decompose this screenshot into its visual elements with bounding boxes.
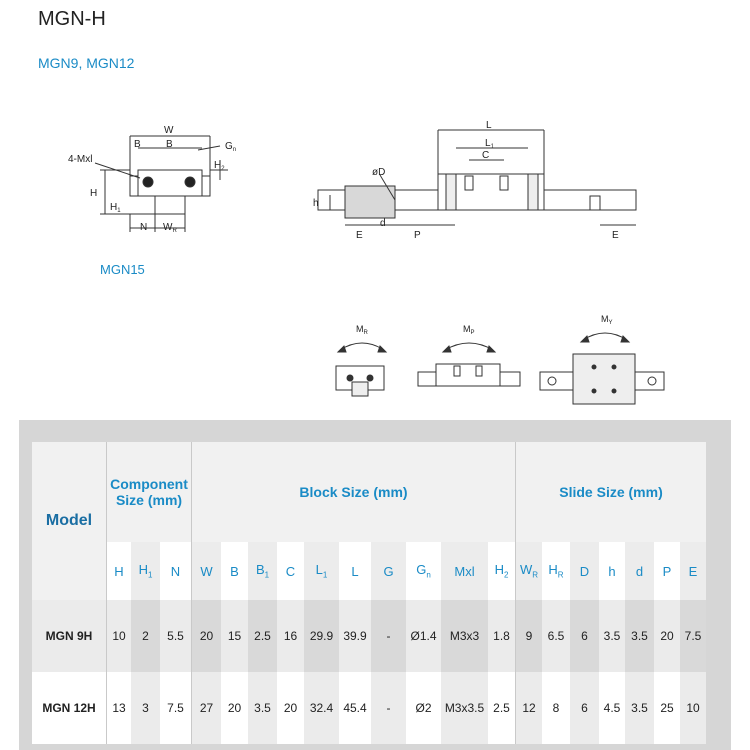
table-cell: M3x3.5 [441, 672, 488, 744]
column-header [625, 542, 654, 600]
model-name: MGN 12H [32, 672, 106, 744]
table-cell: 13 [106, 672, 131, 744]
svg-text:H1: $H_1$ [110, 202, 121, 214]
svg-text:Gn: $G_n$ [225, 141, 237, 153]
column-header-label: P [662, 563, 672, 579]
column-header-label: L [315, 562, 323, 578]
table-cell: 6 [570, 672, 599, 744]
column-header [488, 542, 515, 600]
table-cell: 16 [277, 600, 304, 672]
table-cell: Ø1.4 [406, 600, 441, 672]
table-row [32, 600, 706, 672]
variant-label: MGN15 [100, 262, 145, 277]
column-header-subscript: 1 [264, 570, 270, 580]
spec-table [32, 442, 706, 744]
svg-text:d: d [380, 218, 386, 229]
column-header-label: H [114, 563, 124, 579]
table-cell: 8 [542, 672, 570, 744]
series-subtitle: MGN9, MGN12 [38, 55, 135, 71]
table-cell: 20 [221, 672, 248, 744]
table-cell: 6.5 [542, 600, 570, 672]
table-cell: 6 [570, 600, 599, 672]
column-header-label: Mxl [454, 563, 475, 579]
column-header-label: E [688, 563, 698, 579]
column-header-label: L [351, 563, 359, 579]
column-header-label: h [608, 563, 616, 579]
svg-text:H: H [90, 188, 98, 199]
table-cell: 20 [654, 600, 680, 672]
column-header [599, 542, 625, 600]
svg-text:W: W [164, 125, 174, 136]
svg-text:h: h [313, 198, 319, 209]
column-header [304, 542, 339, 600]
table-cell: Ø2 [406, 672, 441, 744]
column-header-label: G [416, 562, 427, 578]
block-size-header: Block Size (mm) [191, 442, 515, 542]
svg-text:4-Mxl: 4-Mxl [68, 154, 93, 165]
svg-text:H2: $H_2$ [214, 160, 225, 172]
table-cell: 7.5 [160, 672, 191, 744]
column-header-subscript: 2 [503, 570, 509, 580]
column-header-label: B [255, 562, 265, 578]
svg-text:P: P [414, 230, 421, 241]
column-header-label: H [138, 562, 148, 578]
table-cell: 5.5 [160, 600, 191, 672]
subheader-row [32, 542, 706, 600]
column-header [221, 542, 248, 600]
column-header-label: H [494, 562, 504, 578]
column-header [248, 542, 277, 600]
table-cell: 15 [221, 600, 248, 672]
svg-text:B: B [134, 139, 141, 150]
column-header [406, 542, 441, 600]
column-header [654, 542, 680, 600]
model-name: MGN 9H [32, 600, 106, 672]
column-header-subscript: 1 [322, 570, 328, 580]
table-cell: 3.5 [625, 672, 654, 744]
column-header [441, 542, 488, 600]
table-cell: M3x3 [441, 600, 488, 672]
table-cell: 10 [680, 672, 706, 744]
svg-text:B: B [166, 139, 173, 150]
table-cell: 3.5 [248, 672, 277, 744]
table-cell: 2 [131, 600, 160, 672]
page-title: MGN-H [38, 8, 106, 30]
front-view-drawing [95, 136, 228, 232]
column-header-label: N [170, 563, 181, 579]
component-size-header: Component Size (mm) [106, 442, 191, 542]
column-header [680, 542, 706, 600]
table-cell: 20 [277, 672, 304, 744]
table-cell: 2.5 [488, 672, 515, 744]
moment-my-drawing [540, 333, 664, 404]
svg-text:øD: øD [372, 167, 386, 178]
column-header-subscript: R [532, 570, 539, 580]
table-cell: 4.5 [599, 672, 625, 744]
column-header [515, 542, 542, 600]
side-view-drawing [318, 130, 636, 225]
svg-text:E: E [612, 230, 619, 241]
column-header-label: C [285, 563, 296, 579]
column-header [570, 542, 599, 600]
column-header-subscript: 1 [147, 570, 153, 580]
table-cell: 2.5 [248, 600, 277, 672]
table-cell: - [371, 672, 406, 744]
svg-text:C: C [482, 150, 490, 161]
column-header-label: B [230, 563, 239, 579]
table-cell: 3 [131, 672, 160, 744]
svg-text:L1: $L_1$ [485, 138, 494, 150]
table-cell: 45.4 [339, 672, 371, 744]
svg-text:N: N [140, 222, 148, 233]
svg-text:MP: $M_P$ [463, 324, 475, 336]
table-cell: 25 [654, 672, 680, 744]
svg-text:MR: $M_R$ [356, 324, 368, 336]
column-header [160, 542, 191, 600]
svg-text:L: L [486, 120, 492, 131]
table-cell: 10 [106, 600, 131, 672]
svg-text:MY: $M_Y$ [601, 314, 613, 326]
table-cell: 3.5 [625, 600, 654, 672]
column-header [106, 542, 131, 600]
table-cell: 9 [515, 600, 542, 672]
column-header-subscript: R [557, 570, 564, 580]
table-cell: - [371, 600, 406, 672]
table-cell: 7.5 [680, 600, 706, 672]
slide-size-header: Slide Size (mm) [515, 442, 706, 542]
moment-labels [356, 314, 613, 336]
svg-text:WR: $W_R$ [163, 222, 177, 234]
column-header-label: W [519, 562, 533, 578]
column-header-label: W [200, 563, 213, 579]
table-cell: 3.5 [599, 600, 625, 672]
table-cell: 39.9 [339, 600, 371, 672]
table-cell: 20 [191, 600, 221, 672]
column-header [277, 542, 304, 600]
moment-mp-drawing [418, 343, 520, 386]
column-header [191, 542, 221, 600]
table-cell: 27 [191, 672, 221, 744]
column-header-label: G [383, 563, 394, 579]
column-header-label: d [635, 563, 644, 579]
model-header: Model [32, 442, 106, 600]
column-header-label: H [548, 562, 558, 578]
column-header [131, 542, 160, 600]
table-cell: 12 [515, 672, 542, 744]
table-cell: 32.4 [304, 672, 339, 744]
column-header-subscript: n [426, 570, 431, 580]
column-header [542, 542, 570, 600]
column-header-label: D [579, 563, 590, 579]
svg-text:E: E [356, 230, 363, 241]
table-cell: 29.9 [304, 600, 339, 672]
column-header [371, 542, 406, 600]
table-row [32, 672, 706, 744]
moment-mr-drawing [336, 343, 386, 396]
column-header [339, 542, 371, 600]
table-cell: 1.8 [488, 600, 515, 672]
